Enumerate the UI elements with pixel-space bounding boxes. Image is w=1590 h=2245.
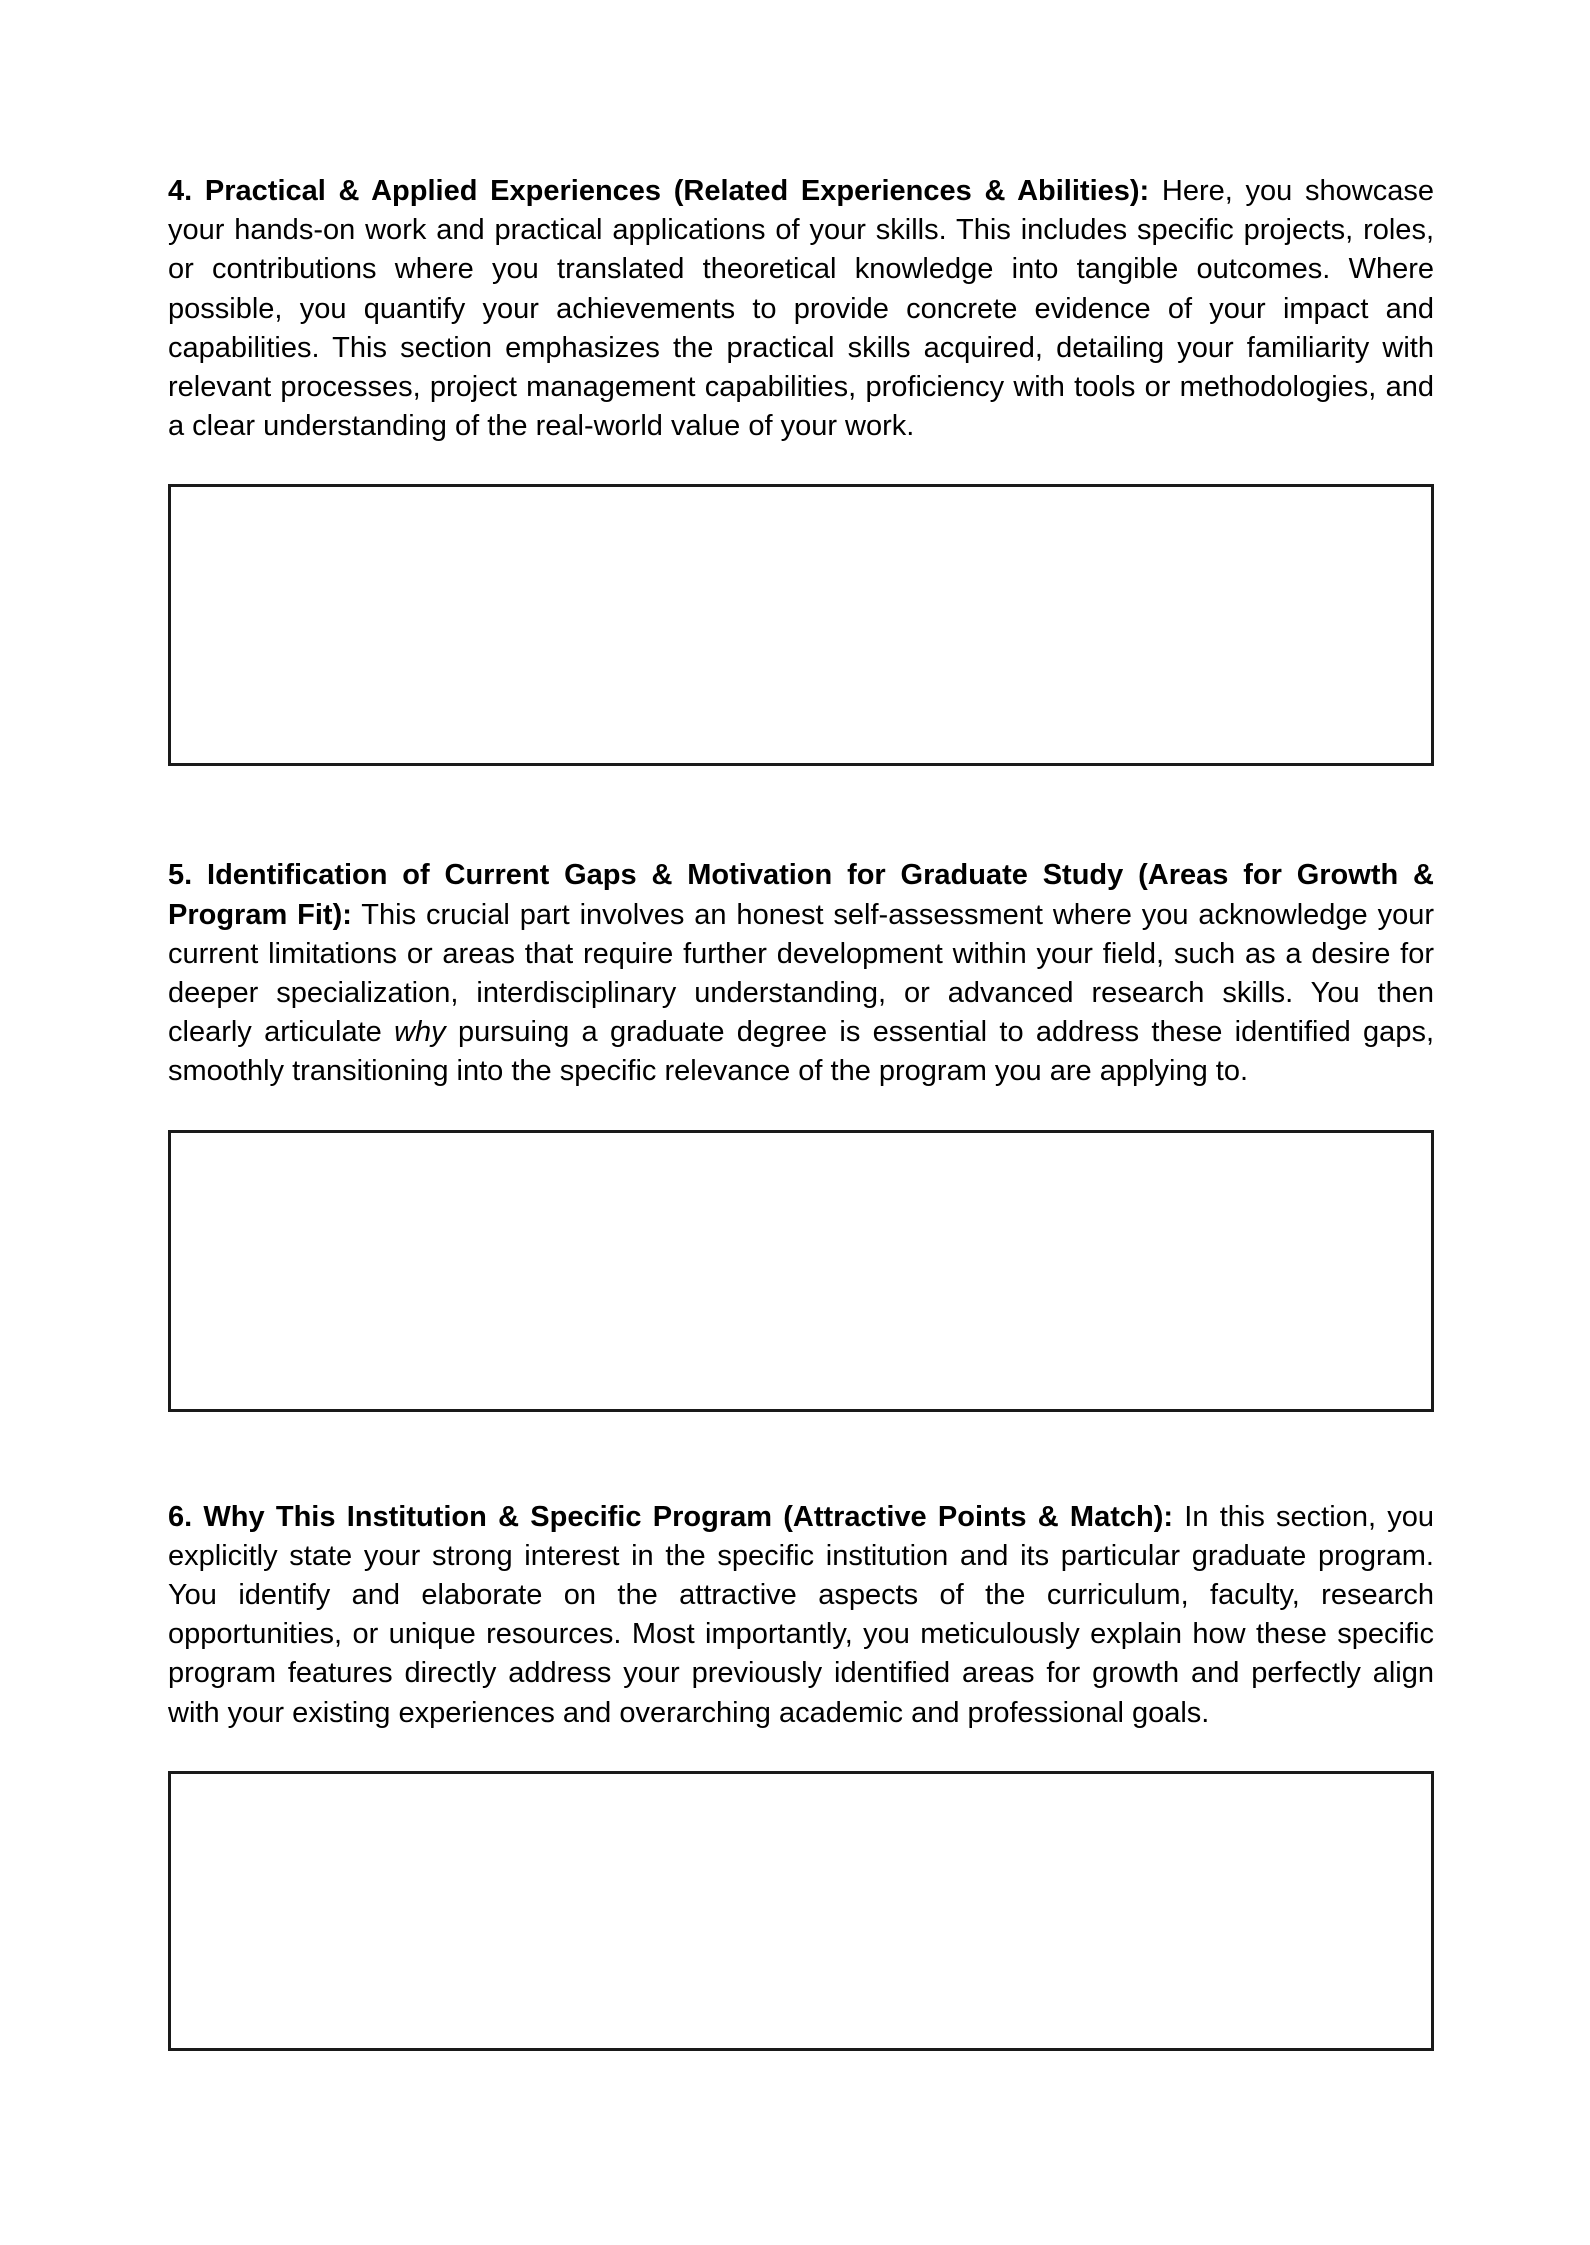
section-5: [168, 856, 1434, 1411]
section-4-answer-box[interactable]: [168, 484, 1434, 766]
section-5-emphasis: why: [394, 1016, 446, 1049]
section-5-text: [168, 856, 1434, 1091]
document-page: [168, 172, 1434, 2051]
section-6-answer-box[interactable]: [168, 1771, 1434, 2051]
section-5-body-end: pursuing a graduate degree is essential to address these identified gaps, smoothly transitioning into the specific relevance of the program you are applying to.: [168, 1016, 1434, 1088]
section-6-body: In this section, you explicitly state your strong interest in the specific institution and its particular graduate program. You identify and elaborate on the attractive aspects of the curriculum, faculty, research opportunities, or unique resources. Most importantly, you meticulously explain how these specific program features directly address your previously identified areas for growth and perfectly align with your existing experiences and overarching academic and professional goals.: [168, 1500, 1434, 1729]
section-4-heading: 4. Practical & Applied Experiences (Related Experiences & Abilities):: [168, 175, 1150, 207]
section-4-body: Here, you showcase your hands-on work and practical applications of your skills. This includes specific projects, roles, or contributions where you translated theoretical knowledge into tangible outcomes. Where possible, you quantify your achievements to provide concrete evidence of your impact and capabilities. This section emphasizes the practical skills acquired, detailing your familiarity with relevant processes, project management capabilities, proficiency with tools or methodologies, and a clear understanding of the real-world value of your work.: [168, 175, 1434, 443]
section-6-text: [168, 1498, 1434, 1733]
section-6: [168, 1498, 1434, 2051]
section-5-answer-box[interactable]: [168, 1130, 1434, 1412]
section-4: [168, 172, 1434, 766]
section-5-body-start: This crucial part involves an honest self-assessment where you acknowledge your current limitations or areas that require further development within your field, such as a desire for deeper specialization, interdisciplinary understanding, or advanced research skills. You then clearly articulate: [168, 898, 1435, 1049]
section-5-heading: 5. Identification of Current Gaps & Motivation for Graduate Study (Areas for Growth & Program Fit):: [168, 859, 1434, 931]
section-6-heading: 6. Why This Institution & Specific Program (Attractive Points & Match):: [168, 1500, 1174, 1533]
section-4-text: [168, 172, 1434, 446]
